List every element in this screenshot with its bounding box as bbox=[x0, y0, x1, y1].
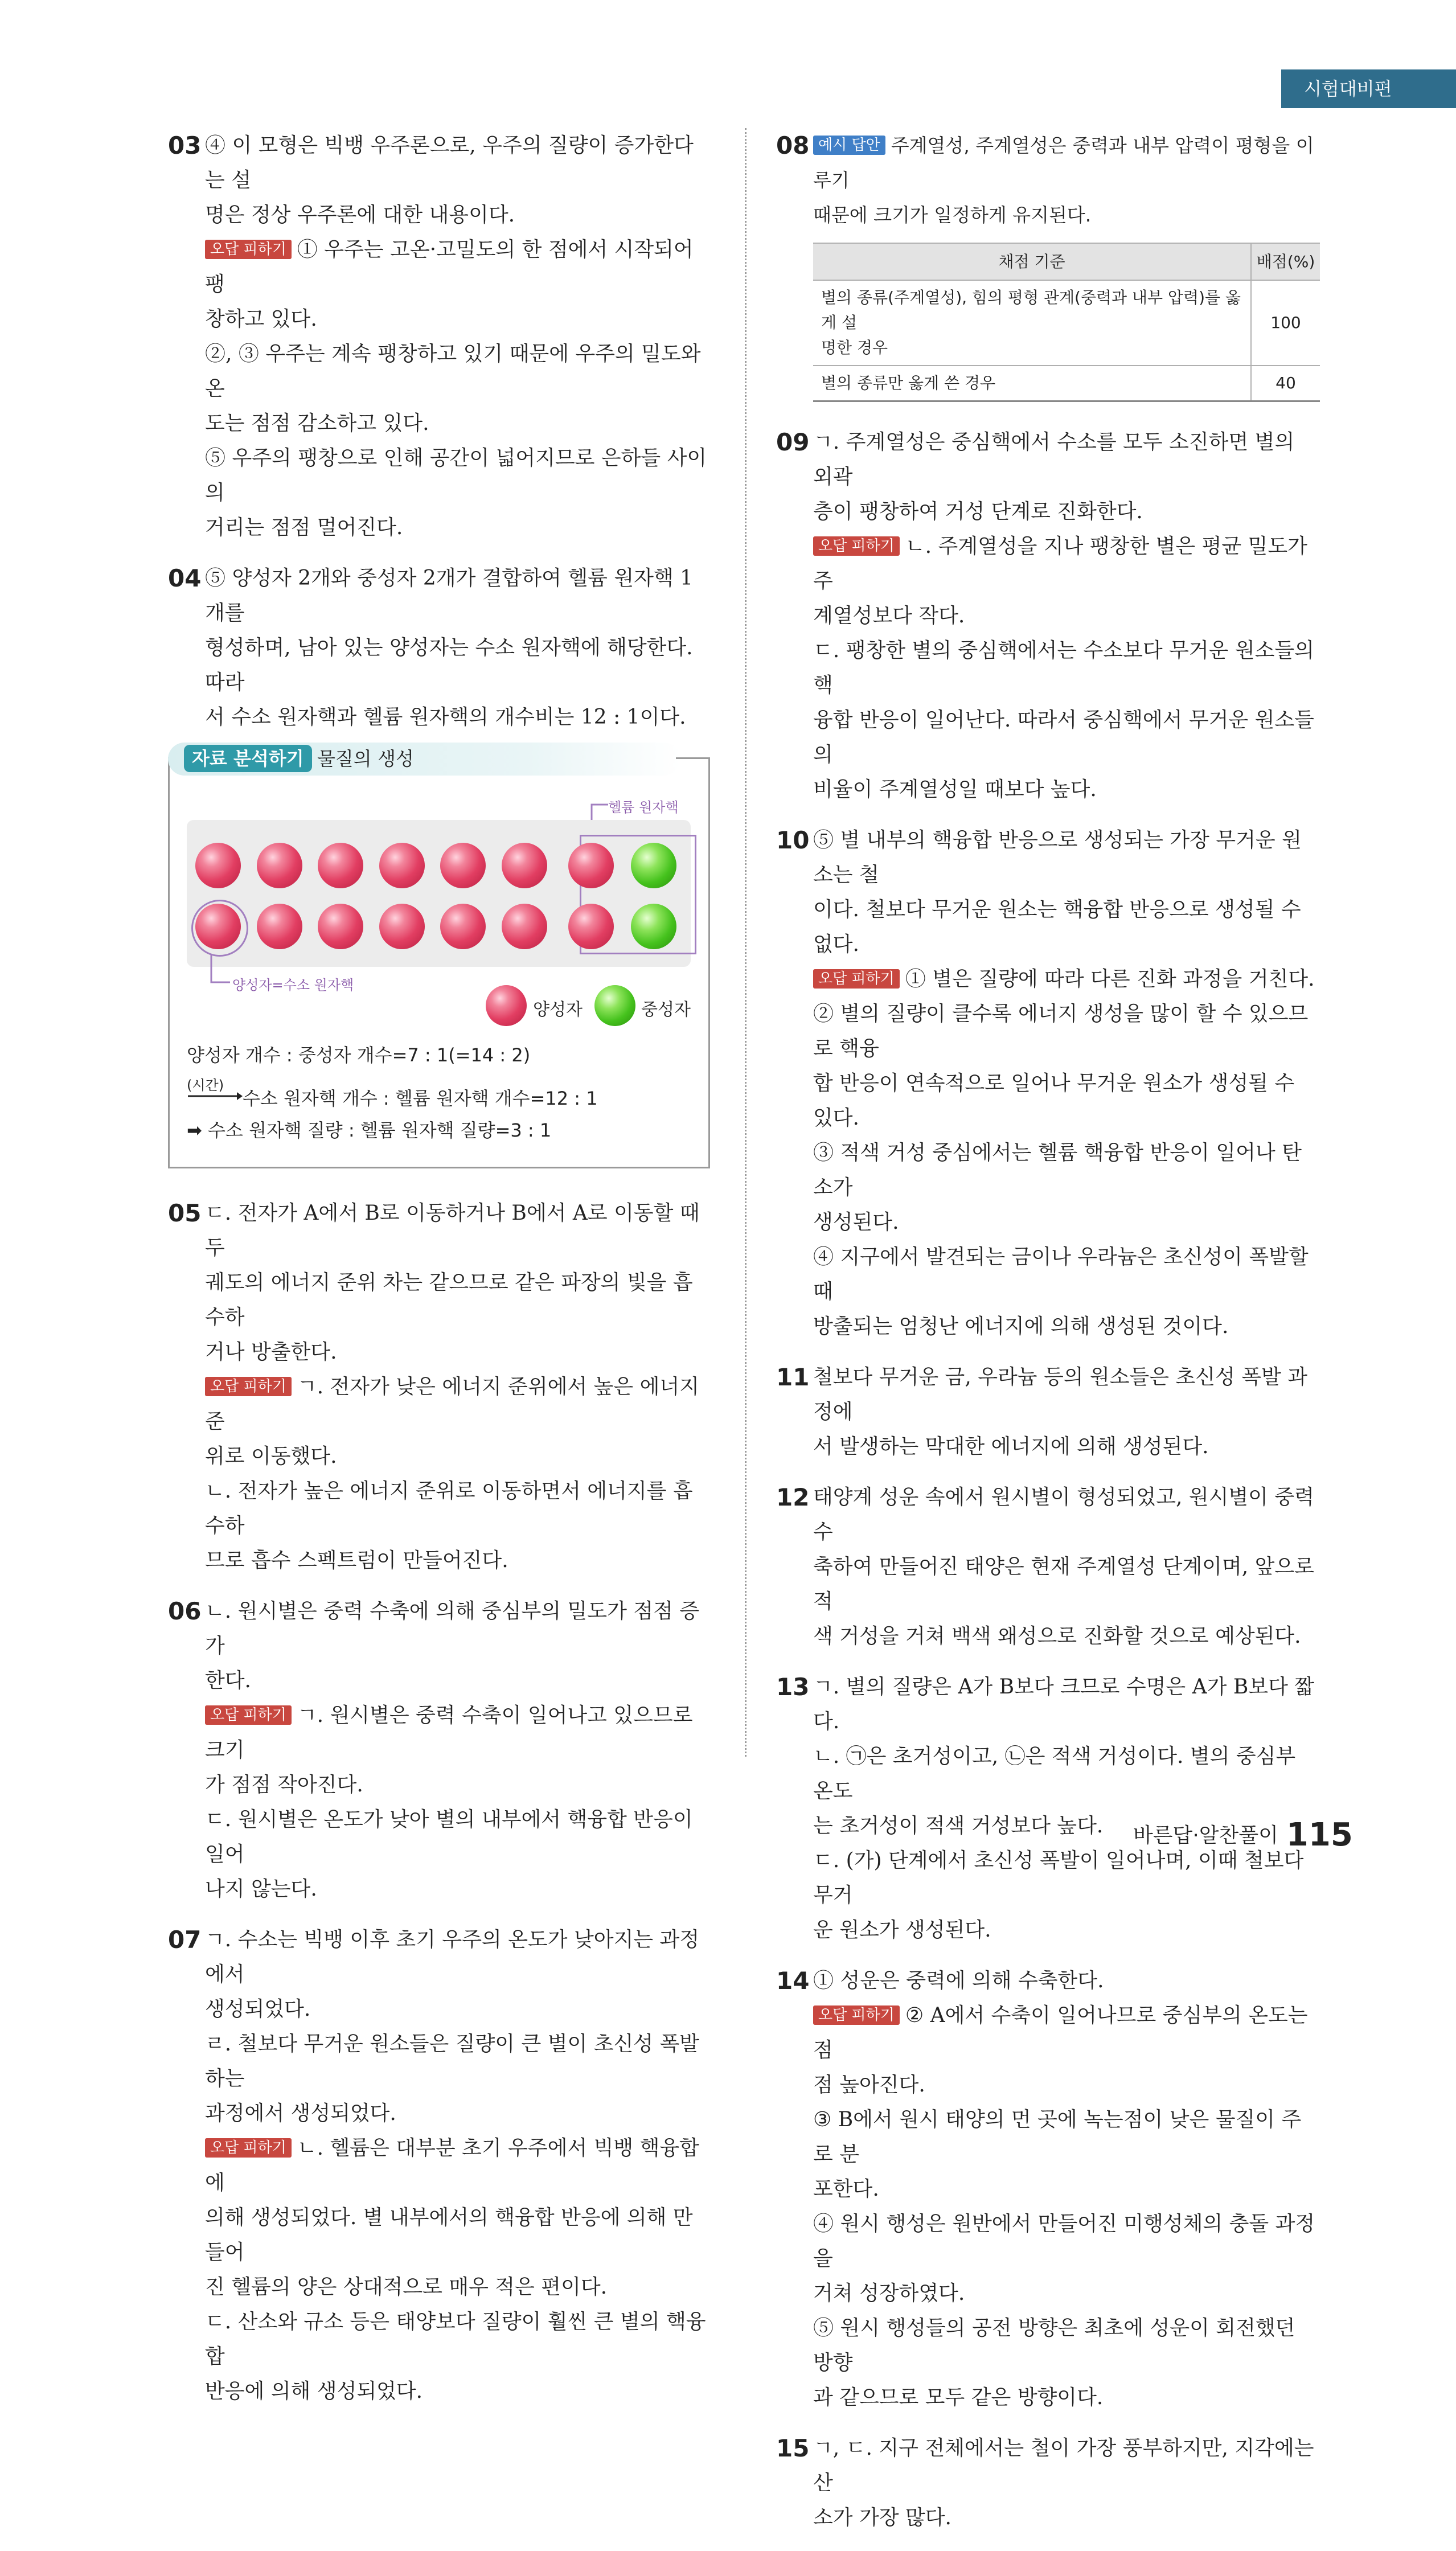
criteria-text: 별의 종류(주계열성), 힘의 평형 관계(중력과 내부 압력)를 옳게 설 bbox=[821, 288, 1241, 332]
answer-line: ㄱ. 수소는 빅뱅 이후 초기 우주의 온도가 낮아지는 과정에서 bbox=[205, 1928, 700, 1986]
answer-line: 방출되는 엄청난 에너지에 의해 생성된 것이다. bbox=[813, 1315, 1229, 1338]
box-top-line bbox=[676, 757, 710, 759]
answer-line: 서 발생하는 막대한 에너지에 의해 생성된다. bbox=[813, 1435, 1209, 1458]
answer-line: ③ B에서 원시 태양의 먼 곳에 녹는점이 낮은 물질이 주로 분 bbox=[813, 2108, 1302, 2166]
wrong-answer-badge: 오답 피하기 bbox=[205, 1377, 292, 1396]
wrong-answer-badge: 오답 피하기 bbox=[205, 1705, 292, 1725]
question-number: 11 bbox=[776, 1363, 810, 1391]
proton-ball bbox=[379, 843, 425, 888]
answer-line: 계열성보다 작다. bbox=[813, 604, 965, 628]
answer-line: 생성된다. bbox=[813, 1211, 899, 1234]
wrong-answer-badge: 오답 피하기 bbox=[205, 2138, 292, 2158]
neutron-ball bbox=[631, 843, 676, 888]
answer-line: ㄴ. 주계열성을 지나 팽창한 별은 평균 밀도가 주 bbox=[813, 535, 1307, 593]
proton-ball bbox=[318, 904, 363, 949]
answer-line: ③ 적색 거성 중심에서는 헬륨 핵융합 반응이 일어나 탄소가 bbox=[813, 1141, 1302, 1199]
answer-line: ② 별의 질량이 클수록 에너지 생성을 많이 할 수 있으므로 핵융 bbox=[813, 1002, 1309, 1060]
answer-line: ㄴ. ㉠은 초거성이고, ㉡은 적색 거성이다. 별의 중심부 온도 bbox=[813, 1745, 1296, 1803]
answer-line: ① 성운은 중력에 의해 수축한다. bbox=[813, 1969, 1104, 1992]
legend-proton: 양성자 bbox=[533, 1000, 583, 1020]
answer-line: ㄷ. (가) 단계에서 초신성 폭발이 일어나며, 이때 철보다 무거 bbox=[813, 1849, 1304, 1907]
equation-particle-count: 양성자 개수 : 중성자 개수=7 : 1(=14 : 2) bbox=[187, 1044, 531, 1066]
question-number: 14 bbox=[776, 1967, 810, 1995]
left-column bbox=[168, 128, 712, 2425]
answer-line: 형성하며, 남아 있는 양성자는 수소 원자핵에 해당한다. 따라 bbox=[205, 636, 693, 694]
answer-08 bbox=[776, 128, 1320, 402]
grading-table bbox=[813, 243, 1320, 402]
time-label: (시간) bbox=[187, 1077, 224, 1093]
answer-line: 창하고 있다. bbox=[205, 307, 317, 331]
proton-ball bbox=[195, 843, 241, 888]
analysis-title: 물질의 생성 bbox=[317, 748, 414, 770]
answer-line: ②, ③ 우주는 계속 팽창하고 있기 때문에 우주의 밀도와 온 bbox=[205, 342, 701, 400]
answer-14 bbox=[776, 1963, 1320, 2415]
answer-09 bbox=[776, 425, 1320, 807]
score-cell: 100 bbox=[1251, 280, 1320, 366]
answer-line: 색 거성을 거쳐 백색 왜성으로 진화할 것으로 예상된다. bbox=[813, 1625, 1301, 1648]
answer-line: 궤도의 에너지 준위 차는 같으므로 같은 파장의 빛을 흡수하 bbox=[205, 1271, 693, 1329]
table-row bbox=[813, 280, 1320, 366]
answer-line: 반응에 의해 생성되었다. bbox=[205, 2380, 423, 2403]
page-number: 115 bbox=[1286, 1816, 1353, 1853]
answer-line: 때문에 크기가 일정하게 유지된다. bbox=[813, 204, 1092, 226]
answer-line: ㄱ. 전자가 낮은 에너지 준위에서 높은 에너지 준 bbox=[205, 1375, 699, 1433]
proton-ball bbox=[257, 904, 302, 949]
answer-line: 포한다. bbox=[813, 2177, 879, 2201]
answer-line: ㄱ. 주계열성은 중심핵에서 수소를 모두 소진하면 별의 외곽 bbox=[813, 430, 1295, 489]
equation-nucleus-count: 수소 원자핵 개수 : 헬륨 원자핵 개수=12 : 1 bbox=[243, 1088, 598, 1109]
answer-line: 므로 흡수 스펙트럼이 만들어진다. bbox=[205, 1549, 508, 1572]
proton-ball bbox=[440, 843, 486, 888]
answer-10 bbox=[776, 823, 1320, 1344]
column-divider bbox=[745, 128, 747, 1757]
answer-line: 과 같으므로 모두 같은 방향이다. bbox=[813, 2386, 1104, 2409]
question-number: 06 bbox=[168, 1597, 202, 1625]
answer-line: 소가 가장 많다. bbox=[813, 2506, 951, 2529]
answer-line: ④ 이 모형은 빅뱅 우주론으로, 우주의 질량이 증가한다는 설 bbox=[205, 134, 694, 192]
answer-line: 도는 점점 감소하고 있다. bbox=[205, 412, 429, 435]
answer-line: ㄴ. 전자가 높은 에너지 준위로 이동하면서 에너지를 흡수하 bbox=[205, 1479, 693, 1537]
wrong-answer-badge: 오답 피하기 bbox=[813, 969, 900, 989]
answer-04 bbox=[168, 561, 712, 735]
answer-line: 의해 생성되었다. 별 내부에서의 핵융합 반응에 의해 만들어 bbox=[205, 2206, 693, 2264]
answer-line: ㄴ. 원시별은 중력 수축에 의해 중심부의 밀도가 점점 증가 bbox=[205, 1599, 700, 1658]
equation-nucleus-mass: ➡ 수소 원자핵 질량 : 헬륨 원자핵 질량=3 : 1 bbox=[187, 1119, 552, 1141]
answer-line: ⑤ 양성자 2개와 중성자 2개가 결합하여 헬륨 원자핵 1개를 bbox=[205, 567, 694, 625]
neutron-ball bbox=[631, 904, 676, 949]
score-header: 배점(%) bbox=[1251, 243, 1320, 280]
answer-line: ⑤ 원시 행성들의 공전 방향은 최초에 성운이 회전했던 방향 bbox=[813, 2316, 1295, 2374]
question-number: 12 bbox=[776, 1483, 810, 1511]
answer-line: 거나 방출한다. bbox=[205, 1340, 337, 1364]
answer-line: ① 별은 질량에 따라 다른 진화 과정을 거친다. bbox=[905, 967, 1315, 991]
proton-ball bbox=[440, 904, 486, 949]
analysis-header bbox=[168, 743, 680, 776]
answer-line: ㄱ. 원시별은 중력 수축이 일어나고 있으므로 크기 bbox=[205, 1704, 693, 1762]
answer-line: 는 초거성이 적색 거성보다 높다. bbox=[813, 1814, 1104, 1838]
analysis-label: 자료 분석하기 bbox=[184, 745, 312, 772]
proton-ball bbox=[257, 843, 302, 888]
question-number: 09 bbox=[776, 428, 810, 456]
proton-ball bbox=[502, 904, 547, 949]
answer-line: 서 수소 원자핵과 헬륨 원자핵의 개수비는 12 : 1이다. bbox=[205, 706, 686, 729]
answer-line: 진 헬륨의 양은 상대적으로 매우 적은 편이다. bbox=[205, 2275, 608, 2299]
criteria-cell: 별의 종류만 옳게 쓴 경우 bbox=[813, 366, 1251, 401]
question-number: 05 bbox=[168, 1199, 202, 1227]
proton-ball bbox=[379, 904, 425, 949]
proton-ball bbox=[502, 843, 547, 888]
answer-05 bbox=[168, 1196, 712, 1578]
answer-11 bbox=[776, 1360, 1320, 1464]
answer-03 bbox=[168, 128, 712, 545]
answer-13 bbox=[776, 1670, 1320, 1947]
answer-line: ① 우주는 고온·고밀도의 한 점에서 시작되어 팽 bbox=[205, 238, 694, 296]
answer-line: 합 반응이 연속적으로 일어나 무거운 원소가 생성될 수 있다. bbox=[813, 1072, 1295, 1130]
answer-line: 거리는 점점 멀어진다. bbox=[205, 516, 403, 539]
criteria-text: 명한 경우 bbox=[821, 338, 888, 357]
question-number: 07 bbox=[168, 1926, 202, 1954]
answer-line: 융합 반응이 일어난다. 따라서 중심핵에서 무거운 원소들의 bbox=[813, 708, 1314, 766]
page-footer bbox=[1133, 1816, 1353, 1853]
proton-label-line bbox=[210, 954, 232, 988]
proton-hydrogen-label: 양성자=수소 원자핵 bbox=[232, 977, 354, 993]
answer-line: 명은 정상 우주론에 대한 내용이다. bbox=[205, 203, 515, 227]
proton-ball bbox=[318, 843, 363, 888]
answer-line: 주계열성, 주계열성은 중력과 내부 압력이 평형을 이루기 bbox=[813, 134, 1314, 191]
right-column bbox=[776, 128, 1320, 2551]
answer-line: 과정에서 생성되었다. bbox=[205, 2102, 396, 2125]
answer-line: ⑤ 우주의 팽창으로 인해 공간이 넓어지므로 은하들 사이의 bbox=[205, 446, 707, 505]
answer-line: 생성되었다. bbox=[205, 1998, 311, 2021]
question-number: 15 bbox=[776, 2434, 810, 2462]
time-arrow bbox=[187, 1090, 244, 1102]
answer-line: 나지 않는다. bbox=[205, 1877, 317, 1901]
section-tab: 시험대비편 bbox=[1281, 69, 1456, 108]
helium-nucleus-label: 헬륨 원자핵 bbox=[608, 799, 679, 815]
answer-line: 비율이 주계열성일 때보다 높다. bbox=[813, 778, 1097, 801]
question-number: 03 bbox=[168, 132, 202, 159]
answer-12 bbox=[776, 1480, 1320, 1654]
wrong-answer-badge: 오답 피하기 bbox=[205, 240, 292, 259]
answer-line: ㄷ. 산소와 규소 등은 태양보다 질량이 훨씬 큰 별의 핵융합 bbox=[205, 2310, 706, 2368]
answer-line: ④ 원시 행성은 원반에서 만들어진 미행성체의 충돌 과정을 bbox=[813, 2212, 1315, 2270]
answer-line: 태양계 성운 속에서 원시별이 형성되었고, 원시별이 중력 수 bbox=[813, 1486, 1314, 1544]
answer-line: 축하여 만들어진 태양은 현재 주계열성 단계이며, 앞으로 적 bbox=[813, 1555, 1314, 1613]
answer-line: ㄷ. 팽창한 별의 중심핵에서는 수소보다 무거운 원소들의 핵 bbox=[813, 639, 1314, 697]
question-number: 08 bbox=[776, 132, 810, 159]
answer-line: 위로 이동했다. bbox=[205, 1445, 337, 1468]
answer-line: 철보다 무거운 금, 우라늄 등의 원소들은 초신성 폭발 과정에 bbox=[813, 1365, 1308, 1424]
proton-ball bbox=[568, 843, 614, 888]
question-number: 04 bbox=[168, 564, 202, 592]
particle-diagram bbox=[187, 820, 691, 967]
proton-ball bbox=[195, 904, 241, 949]
proton-ball bbox=[568, 904, 614, 949]
table-row bbox=[813, 366, 1320, 401]
answer-line: ㄴ. 헬륨은 대부분 초기 우주에서 빅뱅 핵융합에 bbox=[205, 2136, 699, 2195]
wrong-answer-badge: 오답 피하기 bbox=[813, 2005, 900, 2025]
legend-neutron: 중성자 bbox=[641, 1000, 691, 1020]
grading-criteria-header: 채점 기준 bbox=[813, 243, 1251, 280]
answer-line: 운 원소가 생성된다. bbox=[813, 1918, 991, 1942]
answer-line: 이다. 철보다 무거운 원소는 핵융합 반응으로 생성될 수 없다. bbox=[813, 898, 1301, 956]
answer-line: ④ 지구에서 발견되는 금이나 우라늄은 초신성이 폭발할 때 bbox=[813, 1245, 1309, 1303]
answer-line: 한다. bbox=[205, 1669, 251, 1692]
answer-06 bbox=[168, 1594, 712, 1906]
answer-line: ② A에서 수축이 일어나므로 중심부의 온도는 점 bbox=[813, 2004, 1308, 2062]
criteria-cell bbox=[813, 280, 1251, 366]
answer-line: 층이 팽창하여 거성 단계로 진화한다. bbox=[813, 500, 1143, 523]
data-analysis-box bbox=[168, 748, 710, 1168]
answer-15 bbox=[776, 2431, 1320, 2535]
question-number: 13 bbox=[776, 1673, 810, 1701]
example-answer-badge: 예시 답안 bbox=[813, 136, 885, 155]
answer-line: 가 점점 작아진다. bbox=[205, 1773, 363, 1797]
answer-line: 점 높아진다. bbox=[813, 2073, 925, 2097]
answer-line: ⑤ 별 내부의 핵융합 반응으로 생성되는 가장 무거운 원소는 철 bbox=[813, 829, 1302, 887]
answer-line: ㄹ. 철보다 무거운 원소들은 질량이 큰 별이 초신성 폭발하는 bbox=[205, 2032, 700, 2090]
answer-line: ㄷ. 원시별은 온도가 낮아 별의 내부에서 핵융합 반응이 일어 bbox=[205, 1808, 693, 1866]
answer-07 bbox=[168, 1922, 712, 2409]
answer-line: ㄱ, ㄷ. 지구 전체에서는 철이 가장 풍부하지만, 지각에는 산 bbox=[813, 2437, 1314, 2495]
answer-line: ㄷ. 전자가 A에서 B로 이동하거나 B에서 A로 이동할 때 두 bbox=[205, 1201, 700, 1260]
score-cell: 40 bbox=[1251, 366, 1320, 401]
footer-book-title: 바른답·알찬풀이 bbox=[1133, 1824, 1278, 1847]
answer-line: 거쳐 성장하였다. bbox=[813, 2282, 965, 2305]
legend-neutron-ball bbox=[594, 985, 635, 1026]
answer-line: ㄱ. 별의 질량은 A가 B보다 크므로 수명은 A가 B보다 짧다. bbox=[813, 1675, 1315, 1733]
legend-proton-ball bbox=[486, 985, 527, 1026]
question-number: 10 bbox=[776, 826, 810, 854]
wrong-answer-badge: 오답 피하기 bbox=[813, 536, 900, 556]
